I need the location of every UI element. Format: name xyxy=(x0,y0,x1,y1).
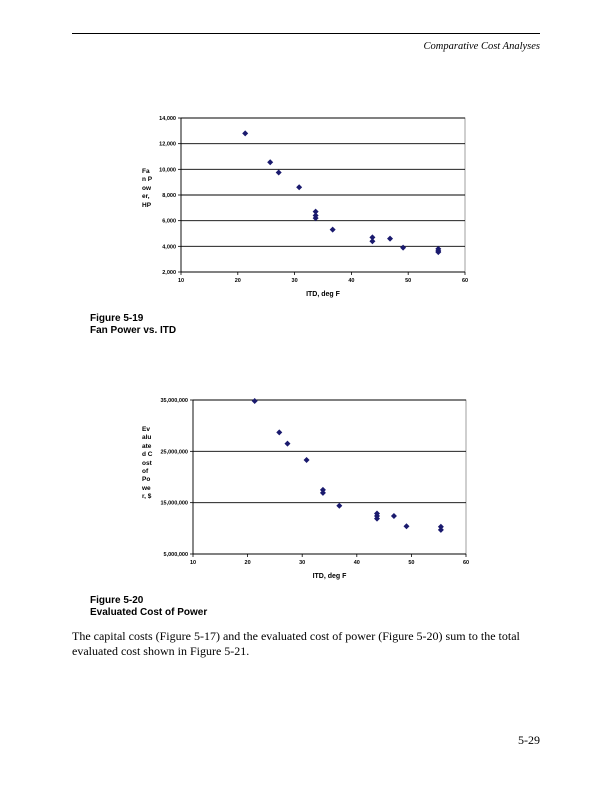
y-tick-label: 15,000,000 xyxy=(160,500,188,507)
x-tick-label: 30 xyxy=(291,278,298,284)
y-tick-label: 8,000 xyxy=(162,193,176,199)
y-tick-label: 25,000,000 xyxy=(160,449,188,456)
x-tick-label: 10 xyxy=(177,278,185,284)
x-tick-label: 50 xyxy=(408,560,415,566)
y-tick-label: 6,000 xyxy=(162,218,176,225)
x-tick-label: 60 xyxy=(462,560,470,566)
y-tick-label: 5,000,000 xyxy=(163,552,188,558)
y-tick-label: 12,000 xyxy=(159,141,176,148)
x-tick-label: 50 xyxy=(405,278,412,284)
y-tick-label: 35,000,000 xyxy=(160,398,188,404)
page-number: 5-29 xyxy=(518,733,540,747)
y-tick-label: 14,000 xyxy=(159,116,176,122)
figure-title: Evaluated Cost of Power xyxy=(90,606,208,618)
x-tick-label: 60 xyxy=(461,278,469,284)
figure-number: Figure 5-20 xyxy=(90,595,144,606)
running-title: Comparative Cost Analyses xyxy=(423,41,540,52)
plot-area xyxy=(193,400,466,554)
y-tick-label: 10,000 xyxy=(159,167,176,174)
x-axis-label: ITD, deg F xyxy=(312,573,347,580)
x-tick-label: 40 xyxy=(348,278,355,284)
chart2-y-axis-label: Evaluated Cost of Power, $ xyxy=(142,426,153,501)
y-tick-label: 4,000 xyxy=(162,244,176,251)
y-tick-label: 2,000 xyxy=(162,270,176,276)
x-tick-label: 30 xyxy=(299,560,306,566)
x-tick-label: 20 xyxy=(244,560,251,566)
chart1-y-axis-label: Fan Power, HP xyxy=(142,168,153,209)
figure-title: Fan Power vs. ITD xyxy=(90,324,177,336)
x-tick-label: 20 xyxy=(234,278,241,284)
figure-5-20-caption xyxy=(90,595,207,618)
x-tick-label: 10 xyxy=(189,560,197,566)
figure-number: Figure 5-19 xyxy=(90,313,144,324)
body-paragraph: The capital costs (Figure 5-17) and the evaluated cost of power (Figure 5-20) sum to the total evaluated cost shown in Figure 5-21. xyxy=(72,629,520,658)
x-axis-label: ITD, deg F xyxy=(306,291,340,298)
x-tick-label: 40 xyxy=(353,560,360,566)
